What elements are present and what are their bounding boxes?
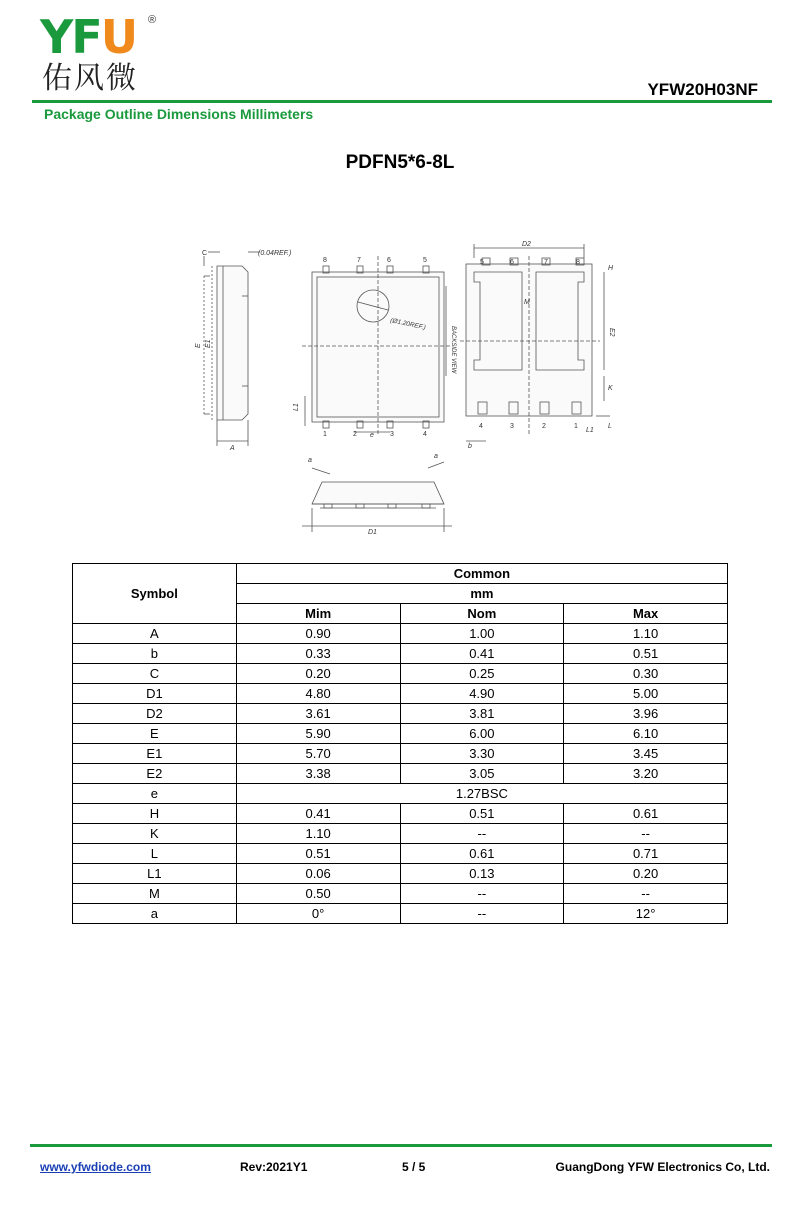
symbol-cell: H (73, 804, 237, 824)
table-row (73, 884, 728, 904)
website-link[interactable]: www.yfwdiode.com (40, 1160, 151, 1174)
part-number: YFW20H03NF (647, 80, 758, 99)
min-value-cell: 4.80 (236, 684, 400, 704)
min-value-cell: 0.41 (236, 804, 400, 824)
side-label-a: A (230, 445, 235, 452)
table-row (73, 684, 728, 704)
max-value-cell: 12° (564, 904, 728, 924)
common-header: Common (236, 564, 727, 584)
nom-value-cell: 0.25 (400, 664, 564, 684)
front-label-d1: D1 (368, 529, 377, 536)
nom-value-cell: 4.90 (400, 684, 564, 704)
max-value-cell: 5.00 (564, 684, 728, 704)
outline-svg (190, 236, 630, 546)
section-title: Package Outline Dimensions Millimeters (44, 106, 314, 122)
nom-value-cell: 3.81 (400, 704, 564, 724)
back-label-k: K (608, 385, 613, 392)
symbol-cell: C (73, 664, 237, 684)
top-label-backside: BACKSIDE VIEW (450, 326, 456, 374)
col-nom-header: Nom (400, 604, 564, 624)
nom-value-cell: -- (400, 824, 564, 844)
symbol-cell: A (73, 624, 237, 644)
back-pin-2: 2 (542, 423, 546, 430)
min-value-cell: 0.33 (236, 644, 400, 664)
table-row (73, 844, 728, 864)
span-value-cell: 1.27BSC (236, 784, 727, 804)
symbol-cell: E1 (73, 744, 237, 764)
min-value-cell: 0.90 (236, 624, 400, 644)
side-label-ref: (0.04REF.) (258, 250, 292, 257)
table-row (73, 804, 728, 824)
symbol-cell: L1 (73, 864, 237, 884)
top-pin-4: 4 (423, 431, 427, 438)
registered-mark: ® (148, 14, 157, 26)
symbol-cell: D2 (73, 704, 237, 724)
max-value-cell: -- (564, 824, 728, 844)
table-row (73, 764, 728, 784)
top-pin-3: 3 (390, 431, 394, 438)
table-row (73, 824, 728, 844)
back-pin-8: 8 (576, 259, 580, 266)
symbol-cell: b (73, 644, 237, 664)
col-max-header: Max (564, 604, 728, 624)
max-value-cell: 3.45 (564, 744, 728, 764)
nom-value-cell: 3.30 (400, 744, 564, 764)
min-value-cell: 0.20 (236, 664, 400, 684)
min-value-cell: 5.90 (236, 724, 400, 744)
back-label-h: H (608, 265, 614, 272)
nom-value-cell: 0.13 (400, 864, 564, 884)
top-pin-6: 6 (387, 257, 391, 264)
top-label-ref: (Ø1.20REF.) (389, 317, 427, 332)
table-row (73, 744, 728, 764)
top-pin-7: 7 (357, 257, 361, 264)
nom-value-cell: 6.00 (400, 724, 564, 744)
table-row (73, 664, 728, 684)
dimensions-table-body (73, 564, 728, 924)
symbol-cell: E2 (73, 764, 237, 784)
symbol-cell: a (73, 904, 237, 924)
back-view (460, 244, 610, 441)
min-value-cell: 0.06 (236, 864, 400, 884)
back-pin-6: 6 (510, 259, 514, 266)
symbol-cell: D1 (73, 684, 237, 704)
back-label-b: b (468, 443, 472, 450)
table-row (73, 724, 728, 744)
table-header-row (73, 564, 728, 584)
min-value-cell: 0.51 (236, 844, 400, 864)
side-view (204, 252, 260, 446)
top-pin-1: 1 (323, 431, 327, 438)
back-label-l1: L1 (586, 427, 594, 434)
max-value-cell: 6.10 (564, 724, 728, 744)
back-label-e2: E2 (608, 328, 615, 337)
company-name: GuangDong YFW Electronics Co, Ltd. (555, 1160, 770, 1174)
revision: Rev:2021Y1 (240, 1160, 308, 1174)
logo-chinese-name: 佑风微 (42, 61, 138, 96)
min-value-cell: 3.61 (236, 704, 400, 724)
top-view (302, 256, 452, 436)
table-row (73, 704, 728, 724)
nom-value-cell: -- (400, 884, 564, 904)
side-label-e1: E1 (205, 339, 212, 348)
back-pin-4: 4 (479, 423, 483, 430)
nom-value-cell: 0.41 (400, 644, 564, 664)
min-value-cell: 3.38 (236, 764, 400, 784)
max-value-cell: 3.20 (564, 764, 728, 784)
max-value-cell: 0.51 (564, 644, 728, 664)
front-label-a-right: a (434, 453, 438, 460)
back-label-d2: D2 (522, 241, 531, 248)
min-value-cell: 1.10 (236, 824, 400, 844)
table-row (73, 784, 728, 804)
symbol-cell: M (73, 884, 237, 904)
symbol-header: Symbol (73, 564, 237, 624)
max-value-cell: 0.30 (564, 664, 728, 684)
symbol-cell: e (73, 784, 237, 804)
back-pin-5: 5 (480, 259, 484, 266)
nom-value-cell: 0.61 (400, 844, 564, 864)
back-pin-3: 3 (510, 423, 514, 430)
top-pin-2: 2 (353, 431, 357, 438)
nom-value-cell: 3.05 (400, 764, 564, 784)
max-value-cell: 0.71 (564, 844, 728, 864)
nom-value-cell: 0.51 (400, 804, 564, 824)
company-logo (40, 10, 170, 96)
max-value-cell: -- (564, 884, 728, 904)
back-pin-1: 1 (574, 423, 578, 430)
nom-value-cell: 1.00 (400, 624, 564, 644)
back-pin-7: 7 (544, 259, 548, 266)
front-view (302, 462, 452, 532)
front-label-a-left: a (308, 457, 312, 464)
footer-divider (30, 1144, 772, 1147)
back-label-m: M (524, 299, 530, 306)
min-value-cell: 0° (236, 904, 400, 924)
symbol-cell: L (73, 844, 237, 864)
nom-value-cell: -- (400, 904, 564, 924)
package-title: PDFN5*6-8L (345, 152, 455, 173)
table-row (73, 644, 728, 664)
package-outline-drawing (190, 236, 630, 546)
min-value-cell: 5.70 (236, 744, 400, 764)
back-label-l: L (608, 423, 612, 430)
unit-header: mm (236, 584, 727, 604)
max-value-cell: 0.20 (564, 864, 728, 884)
logo-lettering: YFU (40, 10, 137, 64)
col-min-header: Mim (236, 604, 400, 624)
top-label-l1: L1 (293, 403, 300, 411)
max-value-cell: 3.96 (564, 704, 728, 724)
side-label-e: E (195, 343, 202, 348)
top-pin-5: 5 (423, 257, 427, 264)
symbol-cell: K (73, 824, 237, 844)
top-pin-8: 8 (323, 257, 327, 264)
header-divider (32, 100, 772, 103)
table-row (73, 624, 728, 644)
page-number: 5 / 5 (402, 1160, 426, 1174)
symbol-cell: E (73, 724, 237, 744)
table-row (73, 904, 728, 924)
table-row (73, 864, 728, 884)
top-label-e: e (370, 432, 374, 439)
max-value-cell: 1.10 (564, 624, 728, 644)
min-value-cell: 0.50 (236, 884, 400, 904)
max-value-cell: 0.61 (564, 804, 728, 824)
side-label-c: C (202, 250, 208, 257)
dimensions-table (72, 563, 728, 924)
